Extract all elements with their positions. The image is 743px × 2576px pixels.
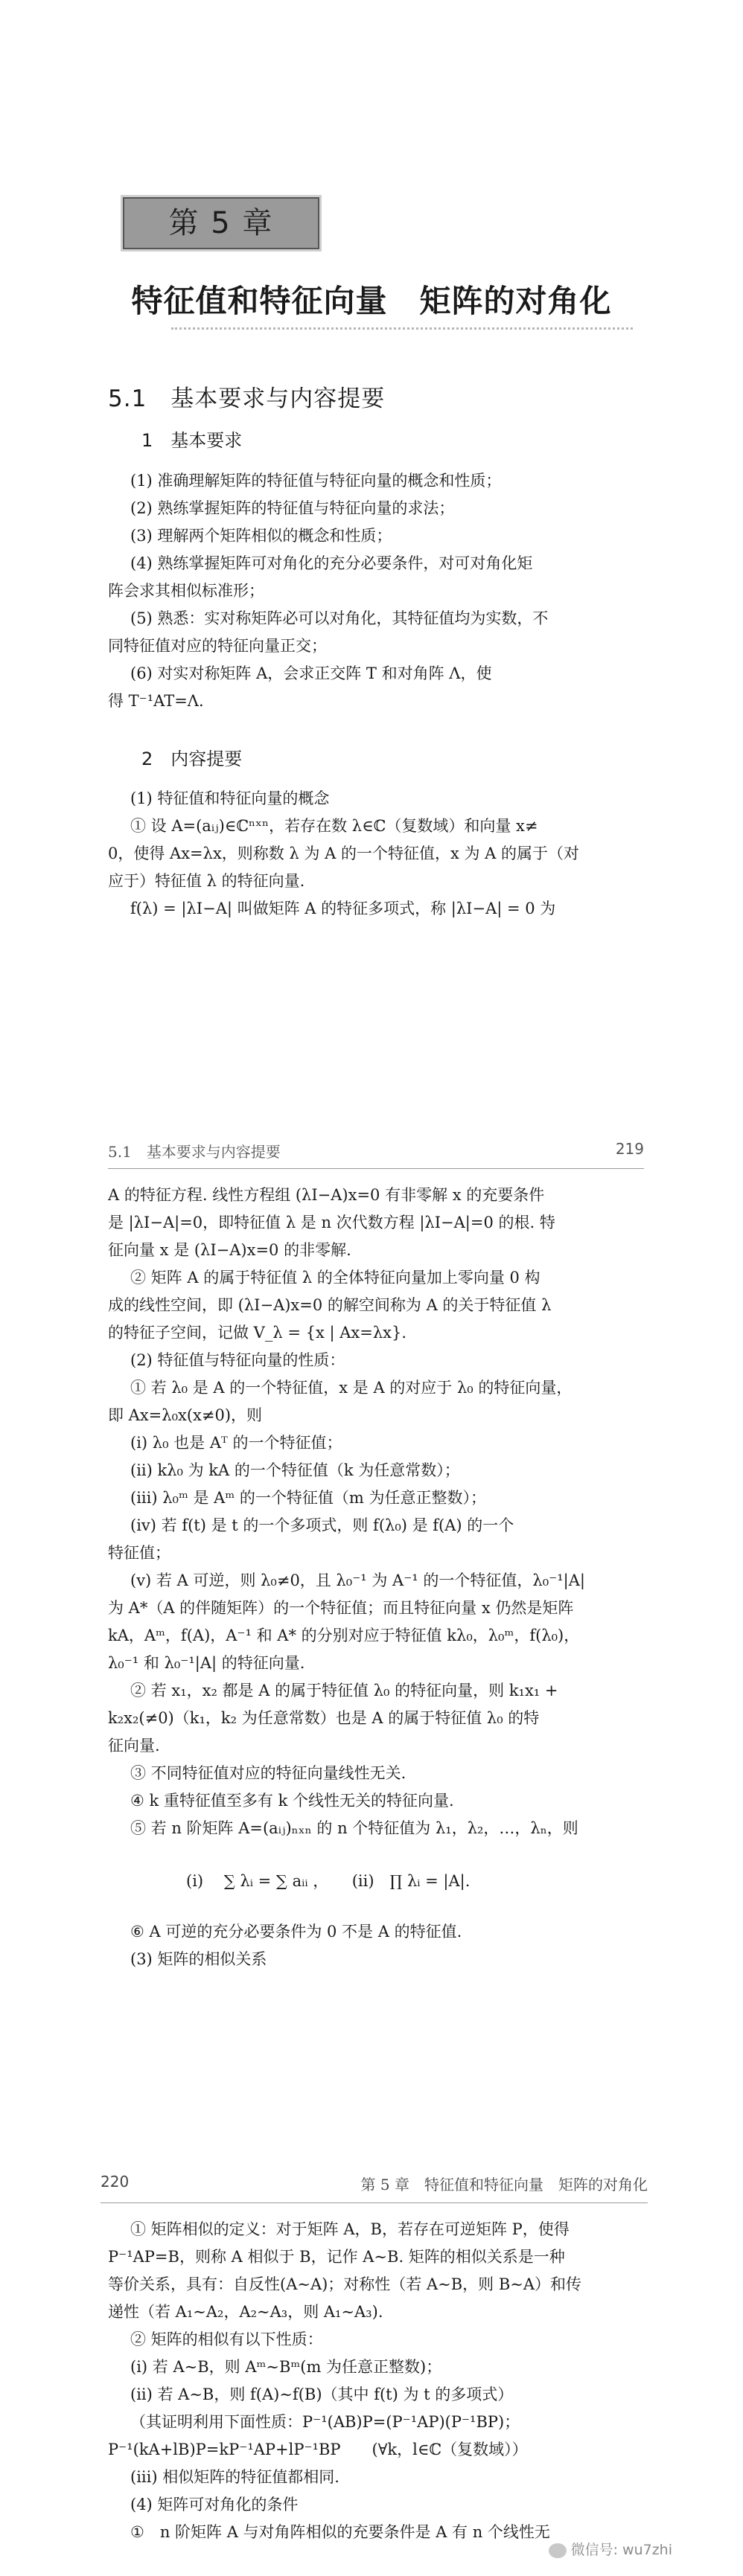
section-title: 5.1 基本要求与内容提要: [108, 385, 386, 412]
text-line: (2) 特征值与特征向量的性质：: [130, 1351, 345, 1369]
text-line: (iv) 若 f(t) 是 t 的一个多项式，则 f(λ₀) 是 f(A) 的一个: [130, 1516, 514, 1534]
text-line: 等价关系，具有：自反性(A∼A)；对称性（若 A∼B，则 B∼A）和传: [108, 2275, 582, 2293]
text-line: kA，Aᵐ，f(A)，A⁻¹ 和 A* 的分别对应于特征值 kλ₀，λ₀ᵐ，f(λ₀)，: [108, 1627, 580, 1644]
eigenvalue-sum-product-formula: (i) ∑ λᵢ = ∑ aᵢᵢ ， (ii) ∏ λᵢ = |A|.: [186, 1872, 471, 1890]
text-line: (iii) 相似矩阵的特征值都相同.: [130, 2468, 339, 2486]
list-item: (1) 准确理解矩阵的特征值与特征向量的概念和性质；: [130, 472, 502, 490]
text-line: (ii) kλ₀ 为 kA 的一个特征值（k 为任意常数）；: [130, 1461, 460, 1479]
text-line: (iii) λ₀ᵐ 是 Aᵐ 的一个特征值（m 为任意正整数）；: [130, 1489, 486, 1507]
text-line: 为 A*（A 的伴随矩阵）的一个特征值；而且特征向量 x 仍然是矩阵: [108, 1599, 574, 1617]
chapter-label-box: [123, 197, 319, 249]
text-line: ① 矩阵相似的定义：对于矩阵 A，B，若存在可逆矩阵 P，使得: [130, 2220, 570, 2238]
text-line: ⑤ 若 n 阶矩阵 A=(aᵢⱼ)ₙₓₙ 的 n 个特征值为 λ₁，λ₂，…，λₙ，则: [130, 1819, 578, 1837]
watermark-text: 微信号: wu7zhi: [570, 2542, 672, 2558]
chapter-title: 特征值和特征向量 矩阵的对角化: [131, 283, 612, 319]
page-number: 219: [615, 1140, 644, 1158]
text-line: ⑥ A 可逆的充分必要条件为 0 不是 A 的特征值.: [130, 1923, 462, 1941]
text-line: 应于）特征值 λ 的特征向量.: [108, 872, 305, 890]
text-line: （其证明利用下面性质：P⁻¹(AB)P=(P⁻¹AP)(P⁻¹BP)；: [130, 2413, 520, 2431]
page2-body-tail: [108, 1918, 644, 1973]
text-line: (ii) 若 A∼B，则 f(A)∼f(B)（其中 f(t) 为 t 的多项式）: [130, 2386, 514, 2403]
summary-text: [108, 785, 644, 923]
text-line: (3) 矩阵的相似关系: [130, 1950, 267, 1968]
text-line: 的特征子空间，记做 V_λ = {x | Ax=λx}.: [108, 1324, 407, 1342]
text-line: ① 若 λ₀ 是 A 的一个特征值，x 是 A 的对应于 λ₀ 的特征向量，: [130, 1379, 573, 1397]
header-chapter: 第 5 章 特征值和特征向量 矩阵的对角化: [360, 2176, 648, 2194]
requirements-list: [108, 467, 644, 715]
subhead-summary: 2 内容提要: [141, 749, 243, 769]
text-line: ② 矩阵的相似有以下性质：: [130, 2330, 323, 2348]
decorative-rule: [171, 327, 633, 330]
text-line: (v) 若 A 可逆，则 λ₀≠0，且 λ₀⁻¹ 为 A⁻¹ 的一个特征值，λ₀⁻¹|A|: [130, 1571, 585, 1589]
text-line: (i) 若 A∼B，则 Aᵐ∼Bᵐ(m 为任意正整数)；: [130, 2358, 442, 2376]
text-line: ③ 不同特征值对应的特征向量线性无关.: [130, 1764, 406, 1782]
page3-body: [108, 2216, 644, 2546]
wechat-watermark: [549, 2539, 672, 2559]
text-line: (4) 矩阵可对角化的条件: [130, 2496, 299, 2513]
list-item: (2) 熟练掌握矩阵的特征值与特征向量的求法；: [130, 499, 455, 517]
text-line: P⁻¹AP=B，则称 A 相似于 B，记作 A∼B. 矩阵的相似关系是一种: [108, 2248, 565, 2266]
text-line: ② 矩阵 A 的属于特征值 λ 的全体特征向量加上零向量 0 构: [130, 1269, 540, 1287]
text-line: ④ k 重特征值至多有 k 个线性无关的特征向量.: [130, 1792, 454, 1810]
text-line: k₂x₂(≠0)（k₁，k₂ 为任意常数）也是 A 的属于特征值 λ₀ 的特: [108, 1709, 540, 1727]
list-item: (6) 对实对称矩阵 A，会求正交阵 T 和对角阵 Λ，使: [130, 664, 492, 682]
text-line: 征向量 x 是 (λI−A)x=0 的非零解.: [108, 1241, 351, 1259]
text-line: ② 若 x₁，x₂ 都是 A 的属于特征值 λ₀ 的特征向量，则 k₁x₁ +: [130, 1682, 558, 1699]
subhead-requirements: 1 基本要求: [141, 430, 243, 451]
list-item: (4) 熟练掌握矩阵可对角化的充分必要条件，对可对角化矩: [130, 554, 533, 572]
text-line: (i) λ₀ 也是 Aᵀ 的一个特征值；: [130, 1434, 342, 1452]
text-line: 是 |λI−A|=0，即特征值 λ 是 n 次代数方程 |λI−A|=0 的根. 特: [108, 1214, 555, 1231]
list-item: (5) 熟悉：实对称矩阵必可以对角化，其特征值均为实数，不: [130, 609, 549, 627]
page-header-219: [108, 1140, 644, 1169]
text-line: f(λ) = |λI−A| 叫做矩阵 A 的特征多项式，称 |λI−A| = 0 为: [130, 900, 556, 917]
header-section: 5.1 基本要求与内容提要: [108, 1143, 281, 1161]
text-line: (1) 特征值和特征向量的概念: [130, 789, 330, 807]
wechat-icon: [549, 2543, 567, 2558]
chapter-label: 第 5 章: [168, 206, 274, 240]
text-line: ① 设 A=(aᵢⱼ)∈ℂⁿˣⁿ，若存在数 λ∈ℂ（复数域）和向量 x≠: [130, 817, 538, 835]
list-item: 同特征值对应的特征向量正交；: [108, 637, 327, 655]
text-line: 征向量.: [108, 1737, 160, 1755]
text-line: λ₀⁻¹ 和 λ₀⁻¹|A| 的特征向量.: [108, 1654, 305, 1672]
text-line: 即 Ax=λ₀x(x≠0)，则: [108, 1406, 263, 1424]
list-item: 得 T⁻¹AT=Λ.: [108, 692, 204, 710]
text-line: ① n 阶矩阵 A 与对角阵相似的充要条件是 A 有 n 个线性无: [130, 2523, 550, 2541]
list-item: (3) 理解两个矩阵相似的概念和性质；: [130, 527, 392, 545]
page-header-220: [101, 2173, 648, 2203]
text-line: 特征值；: [108, 1544, 170, 1562]
text-line: 成的线性空间，即 (λI−A)x=0 的解空间称为 A 的关于特征值 λ: [108, 1296, 552, 1314]
page2-body: [108, 1182, 644, 1842]
text-line: P⁻¹(kA+lB)P=kP⁻¹AP+lP⁻¹BP (∀k，l∈ℂ（复数域））: [108, 2441, 528, 2458]
text-line: A 的特征方程. 线性方程组 (λI−A)x=0 有非零解 x 的充要条件: [108, 1186, 545, 1204]
page-number: 220: [101, 2173, 130, 2191]
text-line: 递性（若 A₁∼A₂，A₂∼A₃，则 A₁∼A₃).: [108, 2303, 383, 2321]
list-item: 阵会求其相似标准形；: [108, 582, 264, 600]
text-line: 0，使得 Ax=λx，则称数 λ 为 A 的一个特征值，x 为 A 的属于（对: [108, 845, 580, 862]
